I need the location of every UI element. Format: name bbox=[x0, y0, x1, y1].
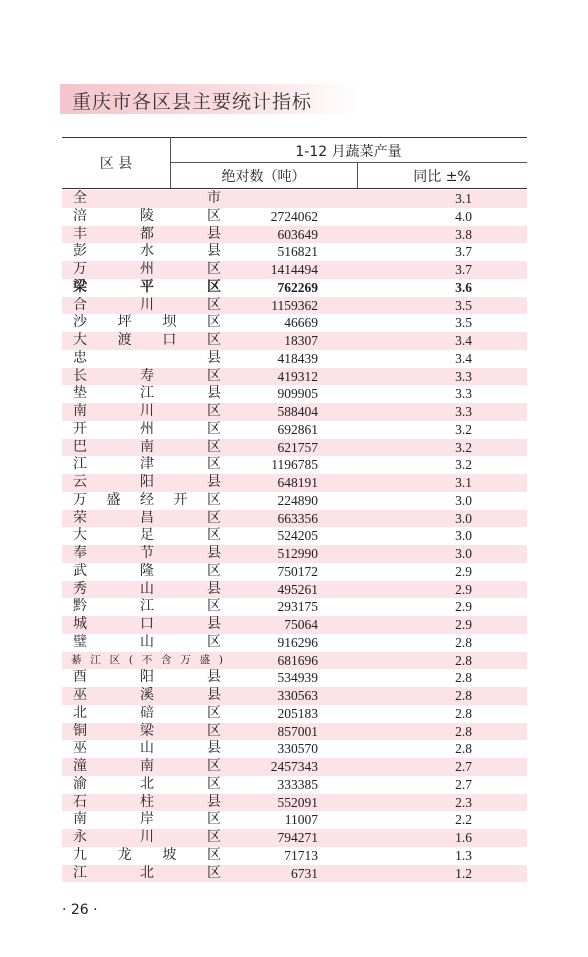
yoy-value: 2.7 bbox=[455, 776, 472, 792]
header-absolute: 绝对数（吨） bbox=[221, 169, 306, 185]
table-row bbox=[62, 865, 527, 883]
yoy-value: 3.2 bbox=[455, 439, 472, 455]
table-row bbox=[62, 758, 527, 776]
table-row bbox=[62, 687, 527, 705]
yoy-value: 2.9 bbox=[455, 581, 472, 597]
table-row bbox=[62, 226, 527, 244]
absolute-value: 205183 bbox=[277, 705, 318, 721]
district-name: 黔江区 bbox=[73, 598, 221, 615]
yoy-value: 3.0 bbox=[455, 492, 472, 508]
absolute-value: 534939 bbox=[277, 670, 318, 686]
absolute-value: 495261 bbox=[277, 581, 318, 597]
district-name: 忠县 bbox=[73, 349, 221, 366]
district-name: 酉阳县 bbox=[73, 669, 221, 686]
absolute-value: 75064 bbox=[284, 617, 318, 632]
table-row bbox=[62, 616, 527, 634]
district-name: 巴南区 bbox=[73, 438, 221, 455]
table-row bbox=[62, 794, 527, 812]
district-name: 全市 bbox=[73, 190, 221, 206]
yoy-value: 2.8 bbox=[455, 652, 472, 668]
yoy-value: 2.9 bbox=[455, 599, 472, 615]
district-name: 合川区 bbox=[73, 296, 221, 313]
district-name: 渝北区 bbox=[73, 775, 221, 792]
table-row bbox=[62, 581, 527, 599]
table-row bbox=[62, 243, 527, 261]
table-row bbox=[62, 350, 527, 368]
absolute-value: 11007 bbox=[284, 812, 318, 828]
absolute-value: 71713 bbox=[284, 847, 318, 863]
table-row bbox=[62, 634, 527, 652]
table-row bbox=[62, 297, 527, 315]
district-name: 永川区 bbox=[73, 829, 221, 845]
yoy-value: 3.0 bbox=[455, 546, 472, 561]
district-name: 石柱县 bbox=[73, 793, 221, 810]
district-name: 南岸区 bbox=[73, 811, 221, 828]
absolute-value: 330563 bbox=[277, 688, 318, 703]
district-name: 万州区 bbox=[73, 261, 221, 277]
absolute-value: 224890 bbox=[277, 492, 318, 508]
district-name: 铜梁区 bbox=[73, 722, 221, 739]
table-row bbox=[62, 598, 527, 616]
yoy-value: 3.6 bbox=[455, 279, 472, 295]
table-row bbox=[62, 847, 527, 865]
district-name: 开州区 bbox=[73, 420, 221, 437]
table-body bbox=[62, 190, 527, 882]
table-row bbox=[62, 776, 527, 794]
yoy-value: 2.8 bbox=[455, 741, 472, 757]
district-name: 巫溪县 bbox=[73, 687, 221, 703]
table-top-rule bbox=[62, 137, 527, 138]
table-row bbox=[62, 261, 527, 279]
absolute-value: 293175 bbox=[277, 599, 318, 615]
yoy-value: 2.9 bbox=[455, 617, 472, 632]
yoy-value: 3.8 bbox=[455, 226, 472, 242]
district-name: 梁平区 bbox=[73, 278, 221, 295]
district-name: 垫江县 bbox=[73, 385, 221, 402]
absolute-value: 2724062 bbox=[270, 208, 318, 224]
district-name: 秀山县 bbox=[73, 580, 221, 597]
yoy-value: 3.2 bbox=[455, 457, 472, 473]
yoy-value: 3.2 bbox=[455, 421, 472, 437]
table-row bbox=[62, 669, 527, 687]
district-name: 云阳县 bbox=[73, 474, 221, 490]
yoy-value: 2.8 bbox=[455, 688, 472, 703]
yoy-value: 3.4 bbox=[455, 333, 472, 348]
table-row bbox=[62, 705, 527, 723]
table-row bbox=[62, 314, 527, 332]
yoy-value: 1.6 bbox=[455, 830, 472, 845]
absolute-value: 588404 bbox=[277, 404, 318, 419]
yoy-value: 1.2 bbox=[455, 865, 472, 881]
absolute-value: 418439 bbox=[277, 350, 318, 366]
absolute-value: 46669 bbox=[284, 315, 318, 331]
page-title: 重庆市各区县主要统计指标 bbox=[72, 91, 313, 113]
absolute-value: 18307 bbox=[284, 333, 318, 348]
absolute-value: 794271 bbox=[277, 830, 318, 845]
table-row bbox=[62, 563, 527, 581]
absolute-value: 750172 bbox=[277, 563, 318, 579]
yoy-value: 3.7 bbox=[455, 244, 472, 260]
district-name: 武隆区 bbox=[73, 562, 221, 579]
table-row bbox=[62, 492, 527, 510]
district-name: 长寿区 bbox=[73, 367, 221, 384]
absolute-value: 6731 bbox=[291, 865, 318, 881]
absolute-value: 909905 bbox=[277, 386, 318, 402]
absolute-value: 552091 bbox=[277, 794, 318, 810]
yoy-value: 3.1 bbox=[455, 191, 472, 206]
table-row bbox=[62, 740, 527, 758]
header-district: 区 县 bbox=[99, 156, 133, 172]
absolute-value: 857001 bbox=[277, 723, 318, 739]
absolute-value: 1196785 bbox=[271, 457, 318, 473]
table-row bbox=[62, 474, 527, 492]
yoy-value: 3.0 bbox=[455, 528, 472, 544]
district-name: 九龙坡区 bbox=[73, 846, 221, 863]
table-row bbox=[62, 723, 527, 741]
district-name: 涪陵区 bbox=[73, 207, 221, 224]
table-row bbox=[62, 510, 527, 528]
district-name: 城口县 bbox=[73, 616, 221, 632]
district-name: 沙坪坝区 bbox=[73, 314, 221, 331]
yoy-value: 2.8 bbox=[455, 634, 472, 650]
absolute-value: 681696 bbox=[277, 652, 318, 668]
district-name: 大渡口区 bbox=[73, 332, 221, 348]
table-row bbox=[62, 811, 527, 829]
yoy-value: 3.4 bbox=[455, 350, 472, 366]
table-row bbox=[62, 545, 527, 563]
district-name: 奉节县 bbox=[73, 545, 221, 561]
yoy-value: 2.3 bbox=[455, 794, 472, 810]
header-bottom-rule bbox=[62, 188, 527, 189]
table-row bbox=[62, 332, 527, 350]
table-row bbox=[62, 456, 527, 474]
district-name: 巫山县 bbox=[73, 740, 221, 757]
table-row bbox=[62, 421, 527, 439]
absolute-value: 524205 bbox=[277, 528, 318, 544]
header-yoy: 同比 ±% bbox=[413, 169, 471, 185]
absolute-value: 419312 bbox=[277, 368, 318, 384]
header-group: 1-12 月蔬菜产量 bbox=[295, 144, 402, 160]
yoy-value: 2.9 bbox=[455, 563, 472, 579]
district-name: 江津区 bbox=[73, 456, 221, 473]
absolute-value: 692861 bbox=[277, 421, 318, 437]
absolute-value: 603649 bbox=[277, 226, 318, 242]
absolute-value: 916296 bbox=[277, 634, 318, 650]
absolute-value: 516821 bbox=[277, 244, 318, 260]
header-mid-rule bbox=[170, 162, 527, 163]
absolute-value: 333385 bbox=[277, 776, 318, 792]
absolute-value: 1414494 bbox=[270, 262, 318, 277]
table-row bbox=[62, 527, 527, 545]
absolute-value: 621757 bbox=[277, 439, 318, 455]
district-name: 南川区 bbox=[73, 403, 221, 419]
yoy-value: 3.0 bbox=[455, 510, 472, 526]
yoy-value: 3.5 bbox=[455, 315, 472, 331]
yoy-value: 3.5 bbox=[455, 297, 472, 313]
yoy-value: 3.3 bbox=[455, 368, 472, 384]
table-row bbox=[62, 279, 527, 297]
district-name: 潼南区 bbox=[73, 758, 221, 774]
table-row bbox=[62, 385, 527, 403]
district-name: 北碚区 bbox=[73, 704, 221, 721]
table-row bbox=[62, 190, 527, 208]
yoy-value: 3.3 bbox=[455, 386, 472, 402]
district-name: 大足区 bbox=[73, 527, 221, 544]
yoy-value: 2.8 bbox=[455, 723, 472, 739]
yoy-value: 2.8 bbox=[455, 670, 472, 686]
table-row bbox=[62, 208, 527, 226]
district-name: 丰都县 bbox=[73, 225, 221, 242]
absolute-value: 648191 bbox=[277, 475, 318, 490]
absolute-value: 2457343 bbox=[270, 759, 318, 774]
yoy-value: 2.8 bbox=[455, 705, 472, 721]
district-name: 璧山区 bbox=[73, 633, 221, 650]
table-row bbox=[62, 439, 527, 457]
yoy-value: 3.1 bbox=[455, 475, 472, 490]
yoy-value: 2.2 bbox=[455, 812, 472, 828]
district-name: 万盛经开区 bbox=[73, 491, 221, 508]
yoy-value: 4.0 bbox=[455, 208, 472, 224]
yoy-value: 1.3 bbox=[455, 847, 472, 863]
page-number: · 26 · bbox=[62, 902, 98, 918]
table-row bbox=[62, 652, 527, 670]
absolute-value: 663356 bbox=[277, 510, 318, 526]
district-name: 彭水县 bbox=[73, 243, 221, 260]
absolute-value: 1159362 bbox=[271, 297, 318, 313]
absolute-value bbox=[174, 190, 318, 208]
district-name: 綦江区(不含万盛) bbox=[71, 653, 223, 666]
yoy-value: 2.7 bbox=[455, 759, 472, 774]
yoy-value: 3.3 bbox=[455, 404, 472, 419]
table-row bbox=[62, 403, 527, 421]
absolute-value: 762269 bbox=[277, 279, 318, 295]
table-row bbox=[62, 829, 527, 847]
absolute-value: 330570 bbox=[277, 741, 318, 757]
yoy-value: 3.7 bbox=[455, 262, 472, 277]
district-name: 荣昌区 bbox=[73, 509, 221, 526]
table-row bbox=[62, 368, 527, 386]
district-name: 江北区 bbox=[73, 864, 221, 881]
absolute-value: 512990 bbox=[277, 546, 318, 561]
